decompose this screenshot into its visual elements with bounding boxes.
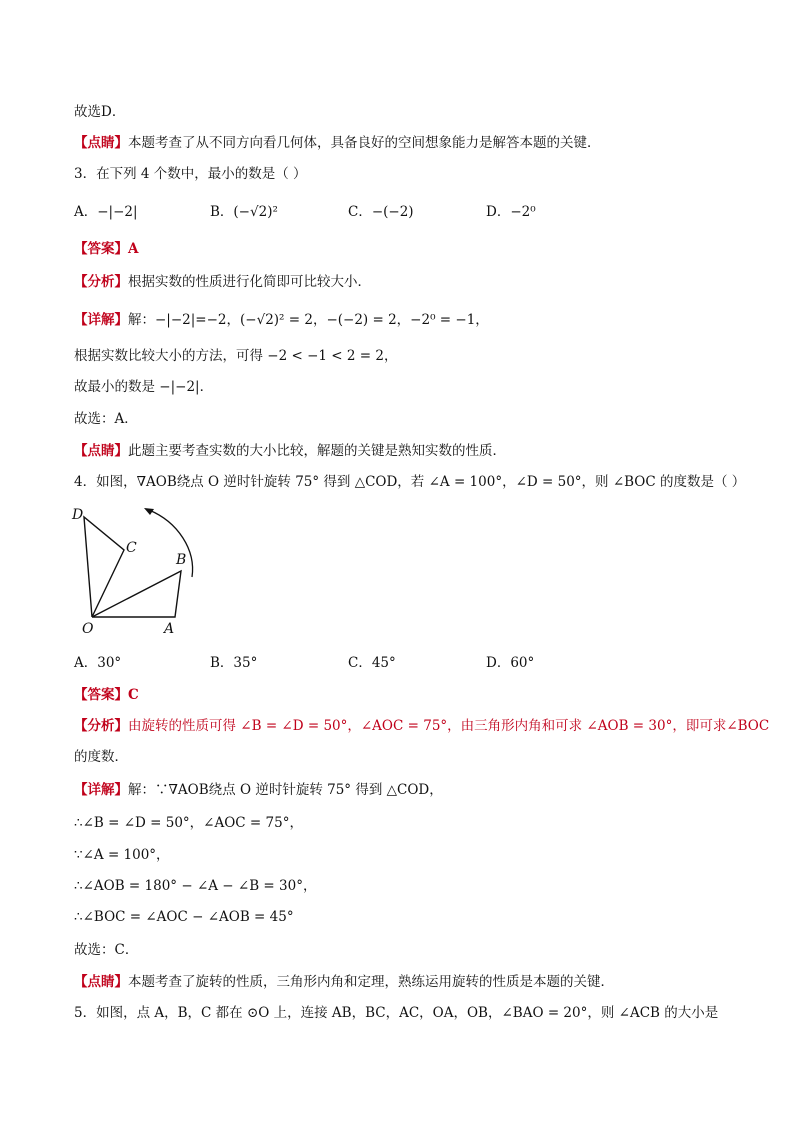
comment-text: 此题主要考查实数的大小比较，解题的关键是熟知实数的性质． bbox=[128, 443, 506, 459]
answer-tag: 【答案】 bbox=[74, 687, 128, 703]
q3-analysis bbox=[74, 273, 371, 291]
q3-stem: 3．在下列 4 个数中，最小的数是（ ） bbox=[74, 166, 307, 182]
analysis-text: 由旋转的性质可得 ∠B = ∠D = 50°，∠AOC = 75°，由三角形内角和可求 ∠AOB = 30°，即可求∠BOC bbox=[128, 718, 770, 734]
q3-option-b: B．(−√2)² bbox=[210, 204, 278, 220]
q5-stem: 5．如图，点 A，B，C 都在 ⊙O 上，连接 AB，BC，AC，OA，OB，∠BAO = 20°，则 ∠ACB 的大小是 bbox=[74, 1005, 719, 1021]
q4-comment bbox=[74, 973, 614, 991]
q4-stem: 4．如图，∇AOB绕点 O 逆时针旋转 75° 得到 △COD，若 ∠A = 100°，∠D = 50°，则 ∠BOC 的度数是（ ） bbox=[74, 474, 746, 490]
q4-select: 故选：C． bbox=[74, 942, 139, 958]
q4-step-3: ∴∠AOB = 180° − ∠A − ∠B = 30°， bbox=[74, 878, 317, 894]
answer-value: C bbox=[128, 687, 139, 703]
q2-select: 故选D． bbox=[74, 104, 126, 120]
rotation-figure bbox=[66, 500, 216, 640]
q4-option-c: C．45° bbox=[348, 655, 396, 671]
q3-option-d: D．−2⁰ bbox=[486, 204, 536, 220]
q4-detail bbox=[74, 781, 443, 799]
detail-tag: 【详解】 bbox=[74, 312, 128, 328]
q4-option-b: B．35° bbox=[210, 655, 258, 671]
triangle-aob bbox=[92, 571, 181, 617]
comment-tag: 【点睛】 bbox=[74, 974, 128, 990]
q4-step-1: ∴∠B = ∠D = 50°，∠AOC = 75°， bbox=[74, 815, 303, 831]
q4-option-a: A．30° bbox=[74, 655, 122, 671]
comment-tag: 【点睛】 bbox=[74, 135, 128, 151]
detail-text: 解：∵∇AOB绕点 O 逆时针旋转 75° 得到 △COD， bbox=[128, 782, 443, 798]
q4-analysis bbox=[74, 717, 769, 735]
triangle-cod bbox=[84, 517, 124, 617]
answer-tag: 【答案】 bbox=[74, 241, 128, 257]
label-d: D bbox=[72, 507, 84, 523]
analysis-text: 根据实数的性质进行化简即可比较大小． bbox=[128, 274, 371, 290]
q3-detail-line2: 根据实数比较大小的方法，可得 −2 < −1 < 2 = 2， bbox=[74, 348, 398, 364]
label-b: B bbox=[176, 552, 187, 568]
comment-text: 本题考查了旋转的性质，三角形内角和定理，熟练运用旋转的性质是本题的关键． bbox=[128, 974, 614, 990]
answer-value: A bbox=[128, 241, 139, 257]
analysis-tag: 【分析】 bbox=[74, 274, 128, 290]
q4-analysis-line2: 的度数． bbox=[74, 749, 128, 765]
analysis-tag: 【分析】 bbox=[74, 718, 128, 734]
label-c: C bbox=[126, 540, 137, 556]
q3-select: 故选：A． bbox=[74, 411, 138, 427]
q3-answer bbox=[74, 240, 138, 258]
q3-detail-line3: 故最小的数是 −|−2|． bbox=[74, 379, 214, 395]
comment-text: 本题考查了从不同方向看几何体，具备良好的空间想象能力是解答本题的关键． bbox=[128, 135, 601, 151]
detail-tag: 【详解】 bbox=[74, 782, 128, 798]
q2-comment bbox=[74, 134, 601, 152]
label-a: A bbox=[164, 621, 175, 637]
q4-step-2: ∵∠A = 100°， bbox=[74, 847, 170, 863]
q4-step-4: ∴∠BOC = ∠AOC − ∠AOB = 45° bbox=[74, 909, 294, 925]
comment-tag: 【点睛】 bbox=[74, 443, 128, 459]
q3-option-c: C．−(−2) bbox=[348, 204, 414, 220]
q4-answer bbox=[74, 686, 139, 704]
q4-option-d: D．60° bbox=[486, 655, 535, 671]
q3-detail bbox=[74, 311, 489, 329]
label-o: O bbox=[82, 621, 94, 637]
q3-comment bbox=[74, 442, 506, 460]
q3-option-a: A．−|−2| bbox=[74, 204, 138, 220]
detail-text: 解：−|−2|=−2，(−√2)² = 2，−(−2) = 2，−2⁰ = −1， bbox=[128, 312, 489, 328]
